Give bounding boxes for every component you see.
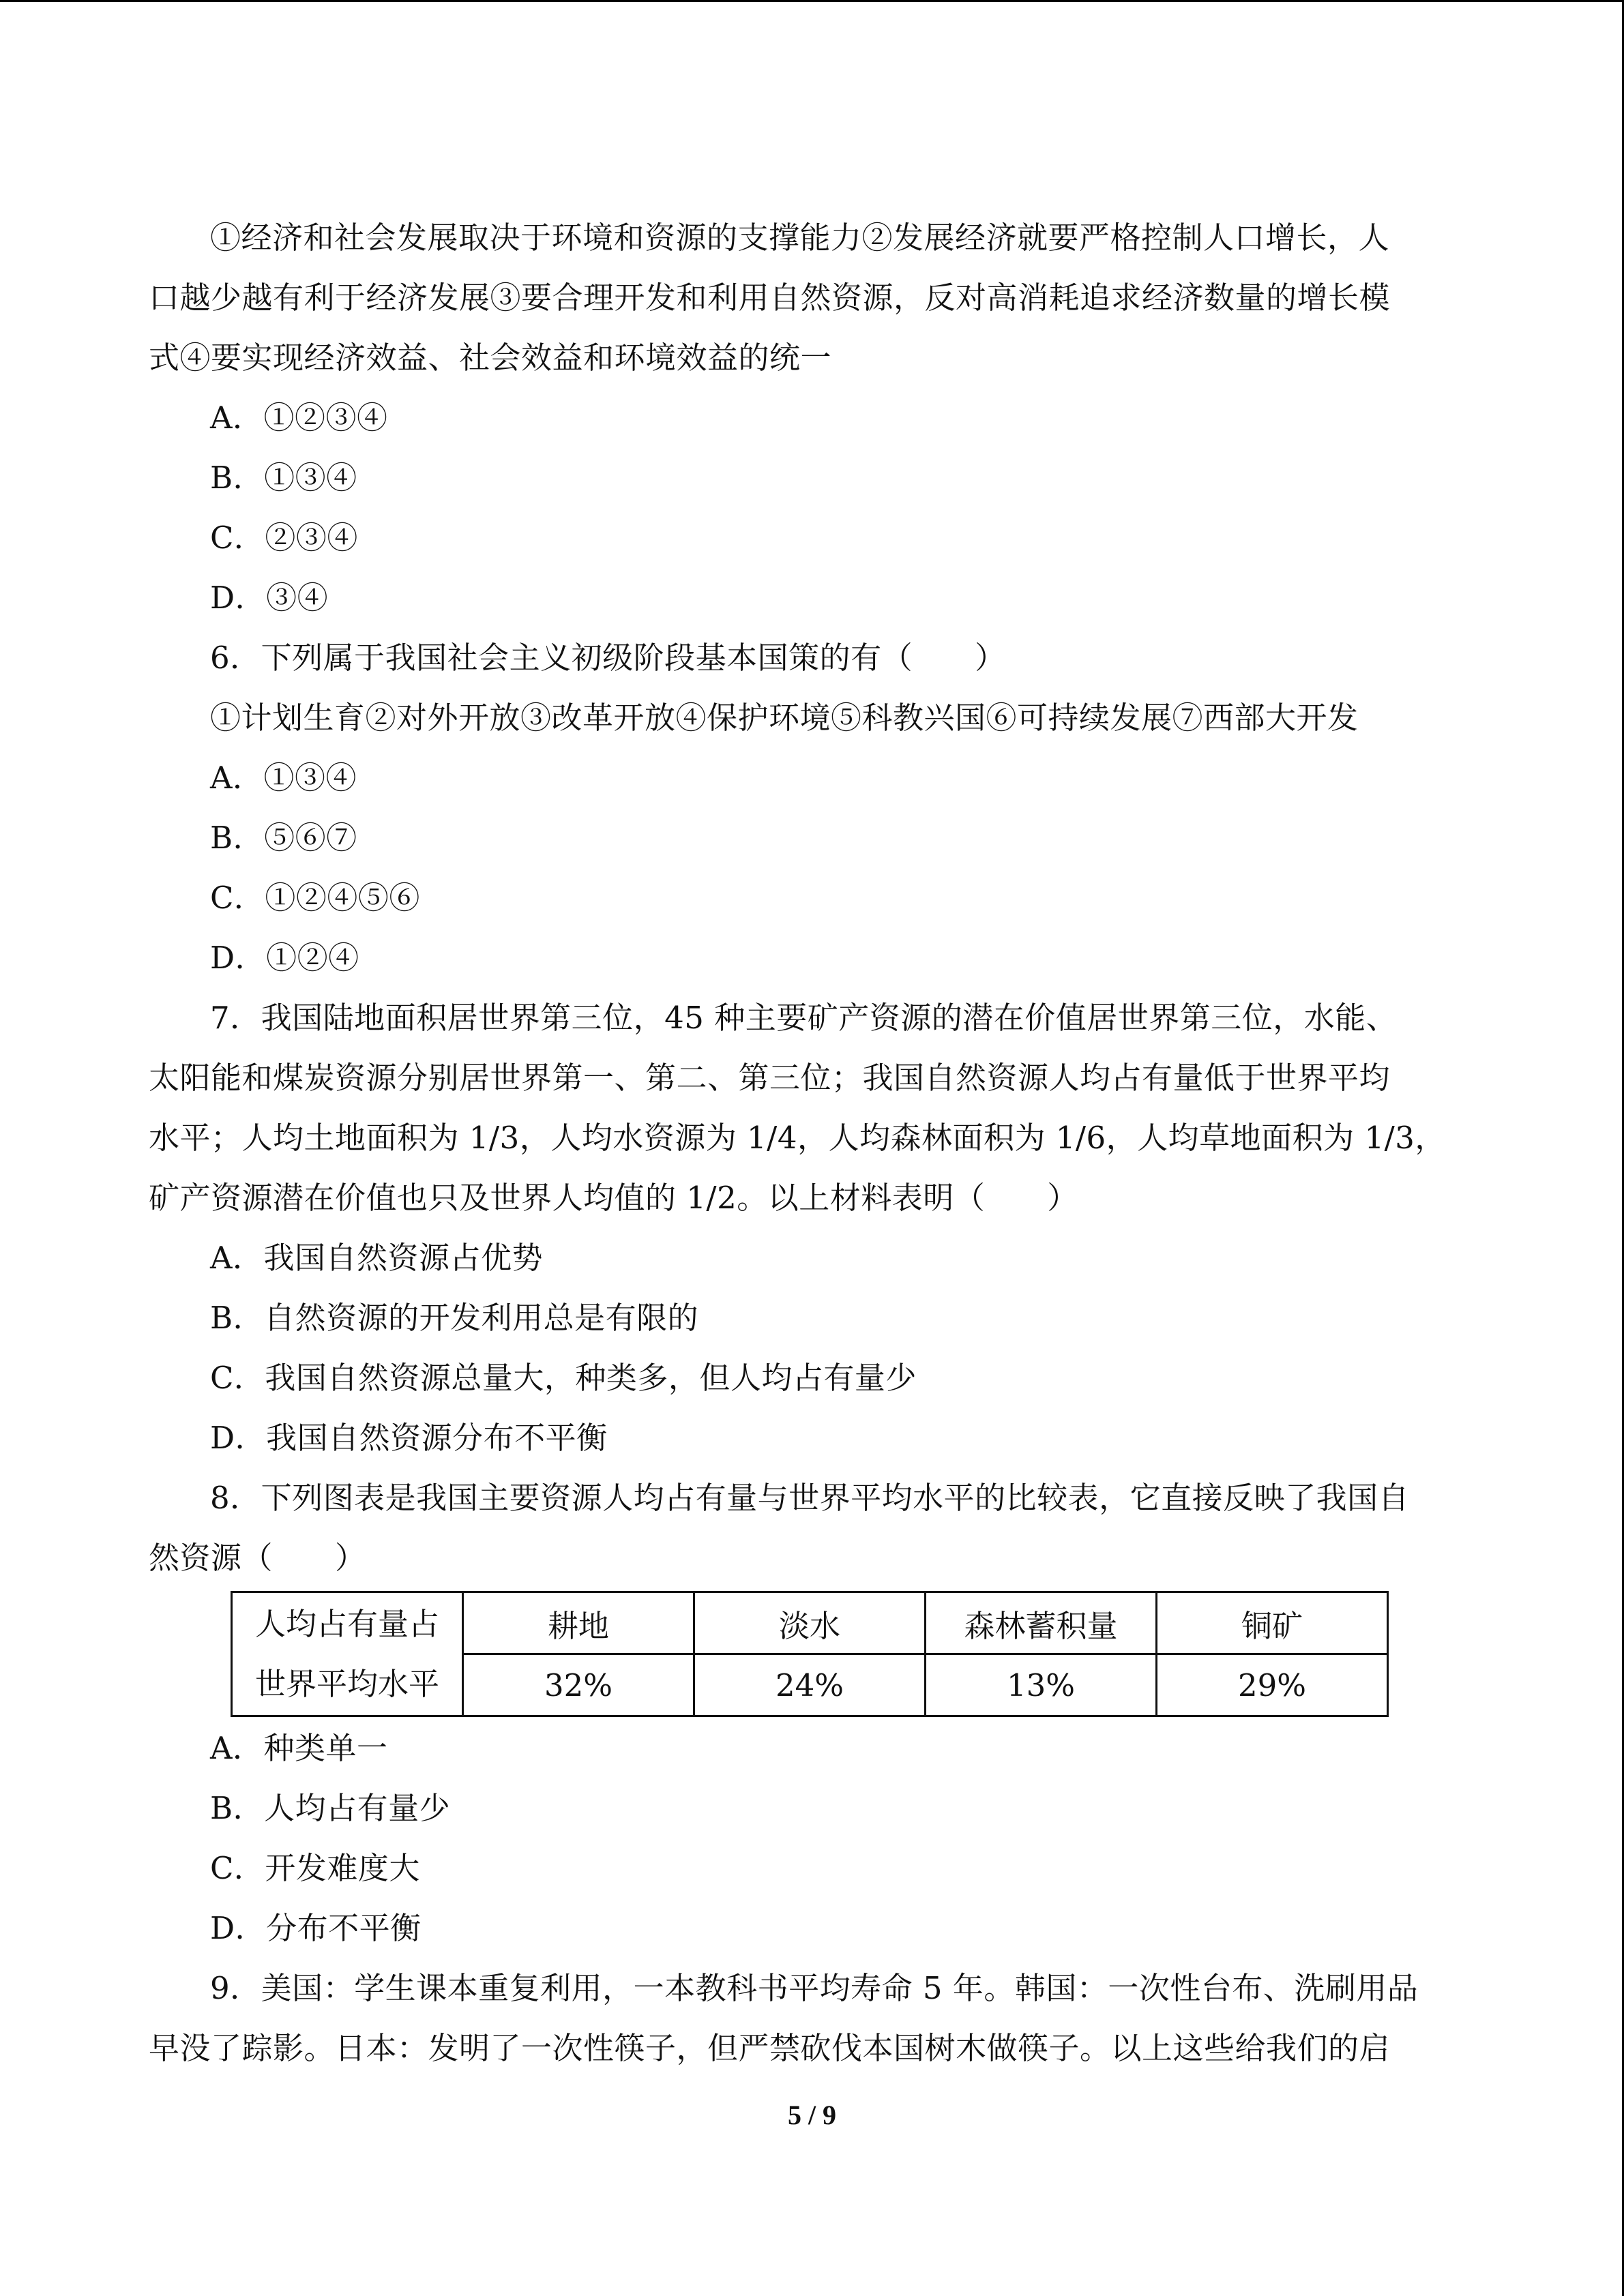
q7-option-d: D．我国自然资源分布不平衡 — [210, 1420, 608, 1456]
question-9 — [149, 1958, 1480, 2078]
q6-option-c: C．①②④⑤⑥ — [210, 880, 420, 916]
q8-stem-line-1: 8．下列图表是我国主要资源人均占有量与世界平均水平的比较表，它直接反映了我国自 — [210, 1480, 1410, 1516]
q9-stem-line-2: 早没了踪影。日本：发明了一次性筷子，但严禁砍伐本国树木做筷子。以上这些给我们的启 — [149, 2030, 1391, 2066]
table-column-header: 耕地 — [463, 1592, 694, 1654]
table-cell-value: 32% — [463, 1654, 694, 1716]
page-number: 5 / 9 — [787, 2100, 837, 2130]
q6-option-a: A．①③④ — [210, 760, 357, 796]
question-7 — [149, 988, 1480, 1468]
q8-option-c: C．开发难度大 — [210, 1850, 420, 1886]
resource-comparison-table — [231, 1591, 1480, 1717]
q8-option-b: B．人均占有量少 — [210, 1790, 451, 1826]
q8-stem-line-2: 然资源（ ） — [149, 1540, 366, 1576]
table-cell-value: 24% — [694, 1654, 926, 1716]
table-cell-value: 29% — [1157, 1654, 1388, 1716]
q5-option-d: D．③④ — [210, 580, 329, 616]
table-row-header-line-1: 人均占有量占 — [254, 1605, 439, 1642]
q7-option-a: A．我国自然资源占优势 — [210, 1240, 543, 1276]
table-row-header — [232, 1592, 463, 1716]
question-5 — [149, 208, 1480, 628]
table-row-header-line-2: 世界平均水平 — [254, 1665, 439, 1702]
q7-option-b: B．自然资源的开发利用总是有限的 — [210, 1300, 699, 1336]
table-column-header: 森林蓄积量 — [926, 1592, 1157, 1654]
q5-stem-line-3: 式④要实现经济效益、社会效益和环境效益的统一 — [149, 340, 832, 376]
question-6 — [149, 628, 1480, 988]
document-body — [149, 208, 1480, 2078]
q6-option-d: D．①②④ — [210, 940, 359, 976]
question-8 — [149, 1468, 1480, 1958]
q5-stem-line-1: ①经济和社会发展取决于环境和资源的支撑能力②发展经济就要严格控制人口增长，人 — [210, 220, 1390, 256]
q8-option-d: D．分布不平衡 — [210, 1910, 422, 1946]
q6-stem: 6．下列属于我国社会主义初级阶段基本国策的有（ ） — [210, 640, 1006, 676]
q7-stem-line-1: 7．我国陆地面积居世界第三位，45 种主要矿产资源的潜在价值居世界第三位，水能、 — [210, 1000, 1398, 1036]
q9-stem-line-1: 9．美国：学生课本重复利用，一本教科书平均寿命 5 年。韩国：一次性台布、洗刷用品 — [210, 1970, 1419, 2006]
q7-stem-line-2: 太阳能和煤炭资源分别居世界第一、第二、第三位；我国自然资源人均占有量低于世界平均 — [149, 1060, 1391, 1096]
page-border-top — [0, 0, 1624, 2]
table-column-header: 铜矿 — [1157, 1592, 1388, 1654]
table-cell-value: 13% — [926, 1654, 1157, 1716]
q7-option-c: C．我国自然资源总量大，种类多，但人均占有量少 — [210, 1360, 917, 1396]
q5-stem-line-2: 口越少越有利于经济发展③要合理开发和利用自然资源，反对高消耗追求经济数量的增长模 — [149, 280, 1391, 316]
q7-stem-line-3: 水平；人均土地面积为 1/3，人均水资源为 1/4，人均森林面积为 1/6，人均草地面积为 1/3， — [149, 1120, 1446, 1156]
q5-option-a: A．①②③④ — [210, 400, 388, 436]
table-column-header: 淡水 — [694, 1592, 926, 1654]
q8-option-a: A．种类单一 — [210, 1730, 388, 1766]
q5-option-b: B．①③④ — [210, 460, 357, 496]
q6-items: ①计划生育②对外开放③改革开放④保护环境⑤科教兴国⑥可持续发展⑦西部大开发 — [210, 700, 1359, 736]
q7-stem-line-4: 矿产资源潜在价值也只及世界人均值的 1/2。以上材料表明（ ） — [149, 1180, 1078, 1216]
q6-option-b: B．⑤⑥⑦ — [210, 820, 357, 856]
q5-option-c: C．②③④ — [210, 520, 358, 556]
